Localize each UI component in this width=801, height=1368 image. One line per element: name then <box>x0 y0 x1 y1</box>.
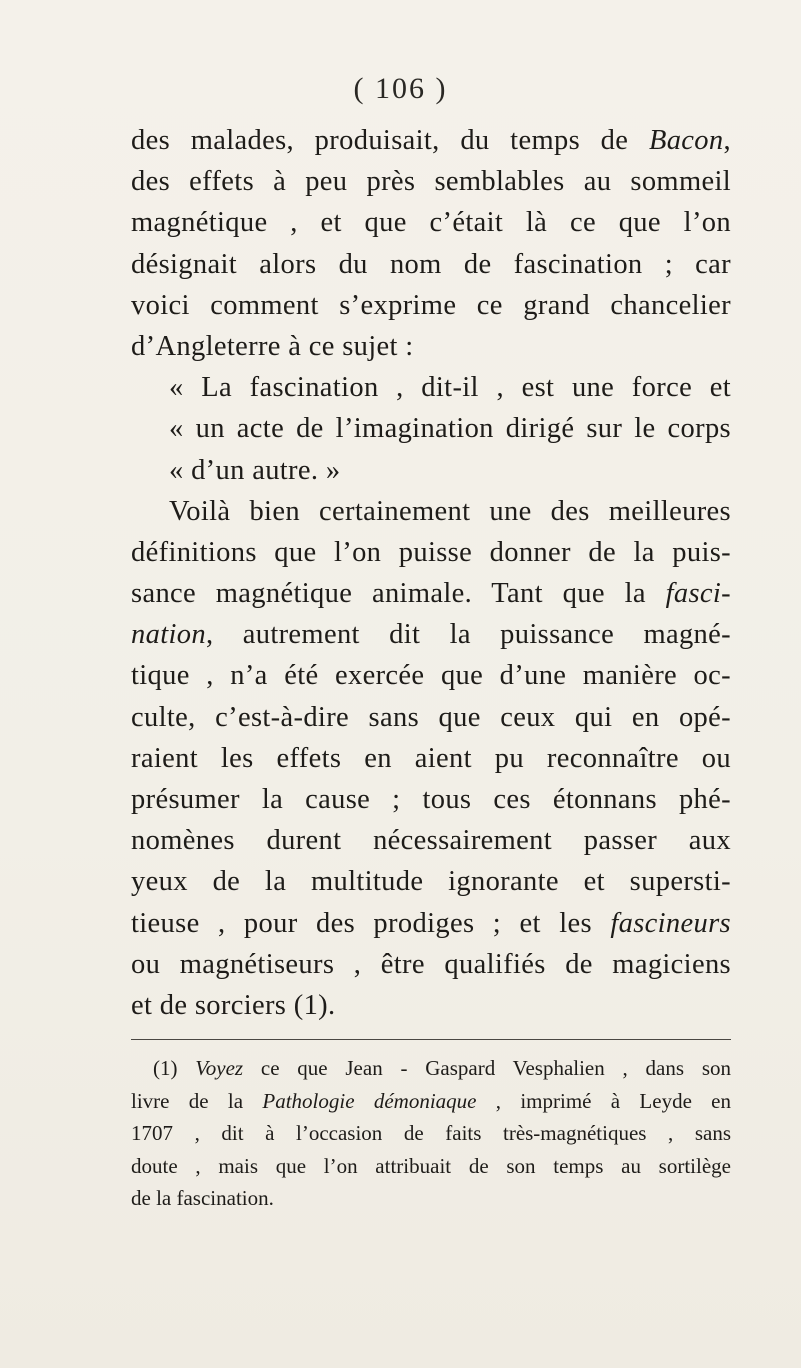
text-run: 1707 , dit à l’occasion de faits très-magnétiques , sans <box>131 1121 731 1145</box>
text-run: sance magnétique animale. Tant que la <box>131 578 666 610</box>
footnote-line <box>131 1085 731 1118</box>
italic-text: Pathologie démoniaque <box>262 1088 477 1113</box>
footnote-line <box>131 1150 731 1183</box>
body-line <box>131 985 731 1026</box>
body-text <box>131 120 731 1026</box>
text-run: magnétique , et que c’était là ce que l’on <box>131 207 731 239</box>
text-run: , autrement dit la puissance magné- <box>205 619 731 651</box>
body-line <box>131 326 731 367</box>
footnote-rule <box>131 1039 731 1040</box>
body-line <box>131 202 731 243</box>
text-run: présumer la cause ; tous ces étonnans phé- <box>131 784 731 815</box>
text-run: nomènes durent nécessairement passer aux <box>131 825 731 857</box>
text-run: yeux de la multitude ignorante et supersti- <box>131 866 731 898</box>
body-line <box>131 408 731 449</box>
body-line <box>131 573 731 614</box>
text-run: d’Angleterre à ce sujet : <box>131 330 414 362</box>
body-line <box>131 779 731 820</box>
text-run: ce que Jean - Gaspard Vesphalien , dans son <box>243 1056 731 1080</box>
body-line <box>131 614 731 655</box>
text-run: tieuse , pour des prodiges ; et les <box>131 907 611 939</box>
body-line <box>131 120 731 161</box>
text-run: ou magnétiseurs , être qualifiés de magiciens <box>131 948 731 980</box>
text-run: , imprimé à Leyde en <box>476 1088 732 1113</box>
page-number: ( 106 ) <box>353 72 448 105</box>
text-run: des malades, produisait, du temps de <box>131 125 649 156</box>
body-line <box>131 861 731 902</box>
body-line <box>131 244 731 285</box>
text-run: et de sorciers (1). <box>131 989 336 1021</box>
body-line <box>131 532 731 573</box>
body-line <box>131 161 731 202</box>
body-line <box>131 903 731 944</box>
footnote-line <box>131 1117 731 1150</box>
body-line <box>131 450 731 491</box>
body-line <box>131 655 731 696</box>
italic-text: fascineurs <box>610 907 731 939</box>
italic-text: Bacon <box>648 125 724 156</box>
footnote <box>131 1052 731 1215</box>
text-run: livre de la <box>131 1088 263 1113</box>
text-run: Voilà bien certainement une des meilleures <box>169 495 731 527</box>
footnote-line <box>131 1052 731 1085</box>
body-line <box>131 820 731 861</box>
text-run: , <box>723 125 731 156</box>
text-run: « d’un autre. » <box>169 454 341 486</box>
text-run: des effets à peu près semblables au sommeil <box>131 166 731 198</box>
body-line <box>131 944 731 985</box>
text-run: (1) <box>153 1056 196 1080</box>
italic-text: Voyez <box>195 1056 244 1080</box>
body-line <box>131 697 731 738</box>
body-line <box>131 491 731 532</box>
text-run: voici comment s’exprime ce grand chancelier <box>131 289 731 321</box>
text-run: « un acte de l’imagination dirigé sur le corps <box>169 413 731 445</box>
text-run: « La fascination , dit-il , est une force et <box>169 372 731 404</box>
body-line <box>131 285 731 326</box>
italic-text: fasci- <box>665 578 731 610</box>
text-run: désignait alors du nom de fascination ; car <box>131 248 731 280</box>
italic-text: nation <box>131 619 206 651</box>
text-run: raient les effets en aient pu reconnaître ou <box>131 742 731 774</box>
text-run: culte, c’est-à-dire sans que ceux qui en opé- <box>131 701 731 733</box>
footnote-line <box>131 1182 731 1215</box>
text-run: définitions que l’on puisse donner de la puis- <box>131 536 731 568</box>
text-run: doute , mais que l’on attribuait de son temps au sortilège <box>131 1153 731 1178</box>
body-line <box>131 738 731 779</box>
text-run: tique , n’a été exercée que d’une manière oc- <box>131 660 731 692</box>
text-run: de la fascination. <box>131 1186 274 1210</box>
body-line <box>131 367 731 408</box>
